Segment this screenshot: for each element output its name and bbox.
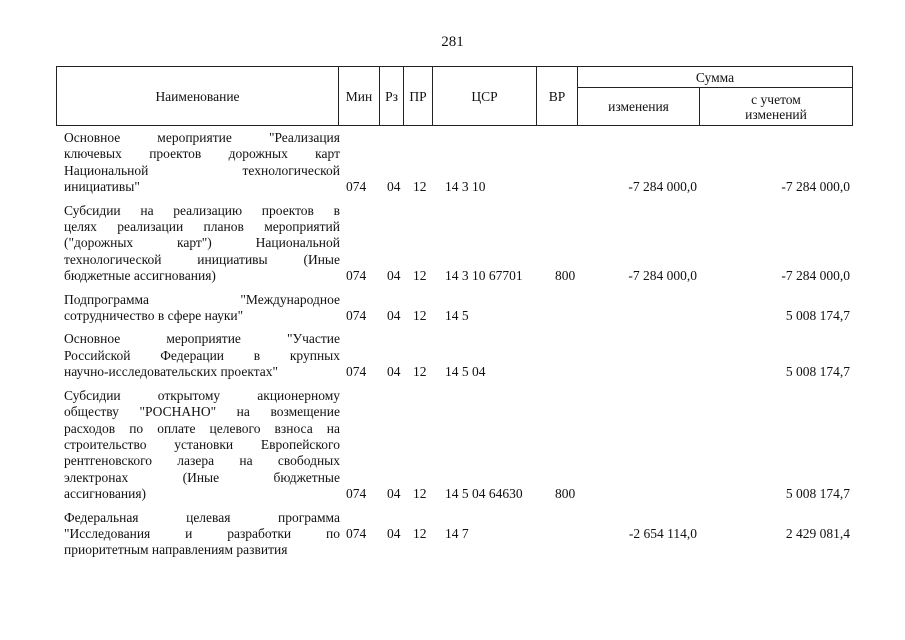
row-vr: 800 — [555, 486, 576, 502]
row-total-amount: 5 008 174,7 — [785, 486, 850, 502]
row-total-amount: -7 284 000,0 — [781, 179, 850, 195]
row-name-line: Национальной технологической — [64, 162, 340, 178]
row-name-line: научно-исследовательских проектах" — [64, 364, 279, 380]
row-pr: 12 — [413, 308, 427, 324]
row-name — [64, 331, 340, 380]
header-with-changes — [700, 88, 853, 126]
row-min: 074 — [346, 364, 367, 380]
row-name-line: строительство установки Европейского — [64, 436, 340, 452]
row-name-line: обществу "РОСНАНО" на возмещение — [64, 404, 340, 420]
row-min: 074 — [346, 486, 367, 502]
row-pr: 12 — [413, 525, 427, 541]
row-name-line: Основное мероприятие "Участие — [64, 331, 340, 347]
row-total-amount: 5 008 174,7 — [785, 364, 850, 380]
page-number: 281 — [441, 34, 464, 50]
row-name-line: Субсидии на реализацию проектов в — [64, 202, 340, 218]
header-pr: ПР — [404, 67, 433, 126]
row-rz: 04 — [387, 486, 401, 502]
row-min: 074 — [346, 308, 367, 324]
row-csr: 14 5 04 — [445, 364, 486, 380]
row-name-line: ключевых проектов дорожных карт — [64, 146, 340, 162]
header-changes: изменения — [578, 88, 700, 126]
row-name-line: Подпрограмма "Международное — [64, 291, 340, 307]
row-name-line: электронах (Иные бюджетные — [64, 469, 340, 485]
row-name-line: технологической инициативы (Иные — [64, 251, 340, 267]
row-name-line: ("дорожных карт") Национальной — [64, 235, 340, 251]
header-with-changes-line1: с учетом — [751, 91, 801, 107]
row-name-line: Основное мероприятие "Реализация — [64, 130, 340, 145]
row-rz: 04 — [387, 525, 401, 541]
row-name-line: Субсидии открытому акционерному — [64, 387, 340, 403]
row-min: 074 — [346, 179, 367, 195]
row-name — [64, 510, 340, 559]
row-min: 074 — [346, 525, 367, 541]
header-min: Мин — [339, 67, 380, 126]
row-name-line: "Исследования и разработки по — [64, 525, 340, 541]
row-total-amount: 5 008 174,7 — [785, 308, 850, 324]
header-sum: Сумма — [578, 67, 853, 88]
header-name: Наименование — [57, 67, 339, 126]
row-pr: 12 — [413, 486, 427, 502]
row-name — [64, 388, 340, 503]
row-name-line: расходов по оплате целевого взноса на — [64, 420, 340, 436]
row-name-line: целях реализации планов мероприятий — [64, 219, 340, 235]
row-name-line: бюджетные ассигнования) — [64, 268, 216, 284]
row-csr: 14 3 10 67701 — [445, 268, 523, 284]
row-pr: 12 — [413, 364, 427, 380]
row-vr: 800 — [555, 268, 576, 284]
row-name-line: Российской Федерации в крупных — [64, 347, 340, 363]
row-name — [64, 203, 340, 285]
table-row — [56, 292, 852, 325]
row-total-amount: -7 284 000,0 — [781, 268, 850, 284]
row-rz: 04 — [387, 268, 401, 284]
row-rz: 04 — [387, 364, 401, 380]
header-vr: ВР — [537, 67, 578, 126]
table-row — [56, 203, 852, 285]
row-change-amount: -2 654 114,0 — [628, 525, 697, 541]
row-name-line: сотрудничество в сфере науки" — [64, 308, 244, 324]
row-pr: 12 — [413, 268, 427, 284]
row-change-amount: -7 284 000,0 — [628, 268, 697, 284]
row-name — [64, 130, 340, 196]
row-rz: 04 — [387, 179, 401, 195]
row-name-line: ассигнования) — [64, 486, 147, 502]
row-csr: 14 5 04 64630 — [445, 486, 523, 502]
row-name-line: инициативы" — [64, 179, 140, 195]
table-header — [56, 66, 853, 126]
row-change-amount: -7 284 000,0 — [628, 179, 697, 195]
header-rz: Рз — [380, 67, 404, 126]
row-name — [64, 292, 340, 325]
table-row — [56, 130, 852, 196]
table-row — [56, 388, 852, 503]
row-name-line: приоритетным направлениям развития — [64, 542, 288, 558]
header-csr: ЦСР — [433, 67, 537, 126]
table-body — [56, 130, 852, 566]
row-min: 074 — [346, 268, 367, 284]
row-csr: 14 7 — [445, 525, 469, 541]
row-pr: 12 — [413, 179, 427, 195]
row-csr: 14 3 10 — [445, 179, 486, 195]
table-row — [56, 510, 852, 559]
row-csr: 14 5 — [445, 308, 469, 324]
row-rz: 04 — [387, 308, 401, 324]
row-total-amount: 2 429 081,4 — [785, 525, 850, 541]
row-name-line: рентгеновского лазера на свободных — [64, 453, 340, 469]
row-name-line: Федеральная целевая программа — [64, 509, 340, 525]
table-row — [56, 331, 852, 380]
header-with-changes-line2: изменений — [745, 106, 807, 122]
